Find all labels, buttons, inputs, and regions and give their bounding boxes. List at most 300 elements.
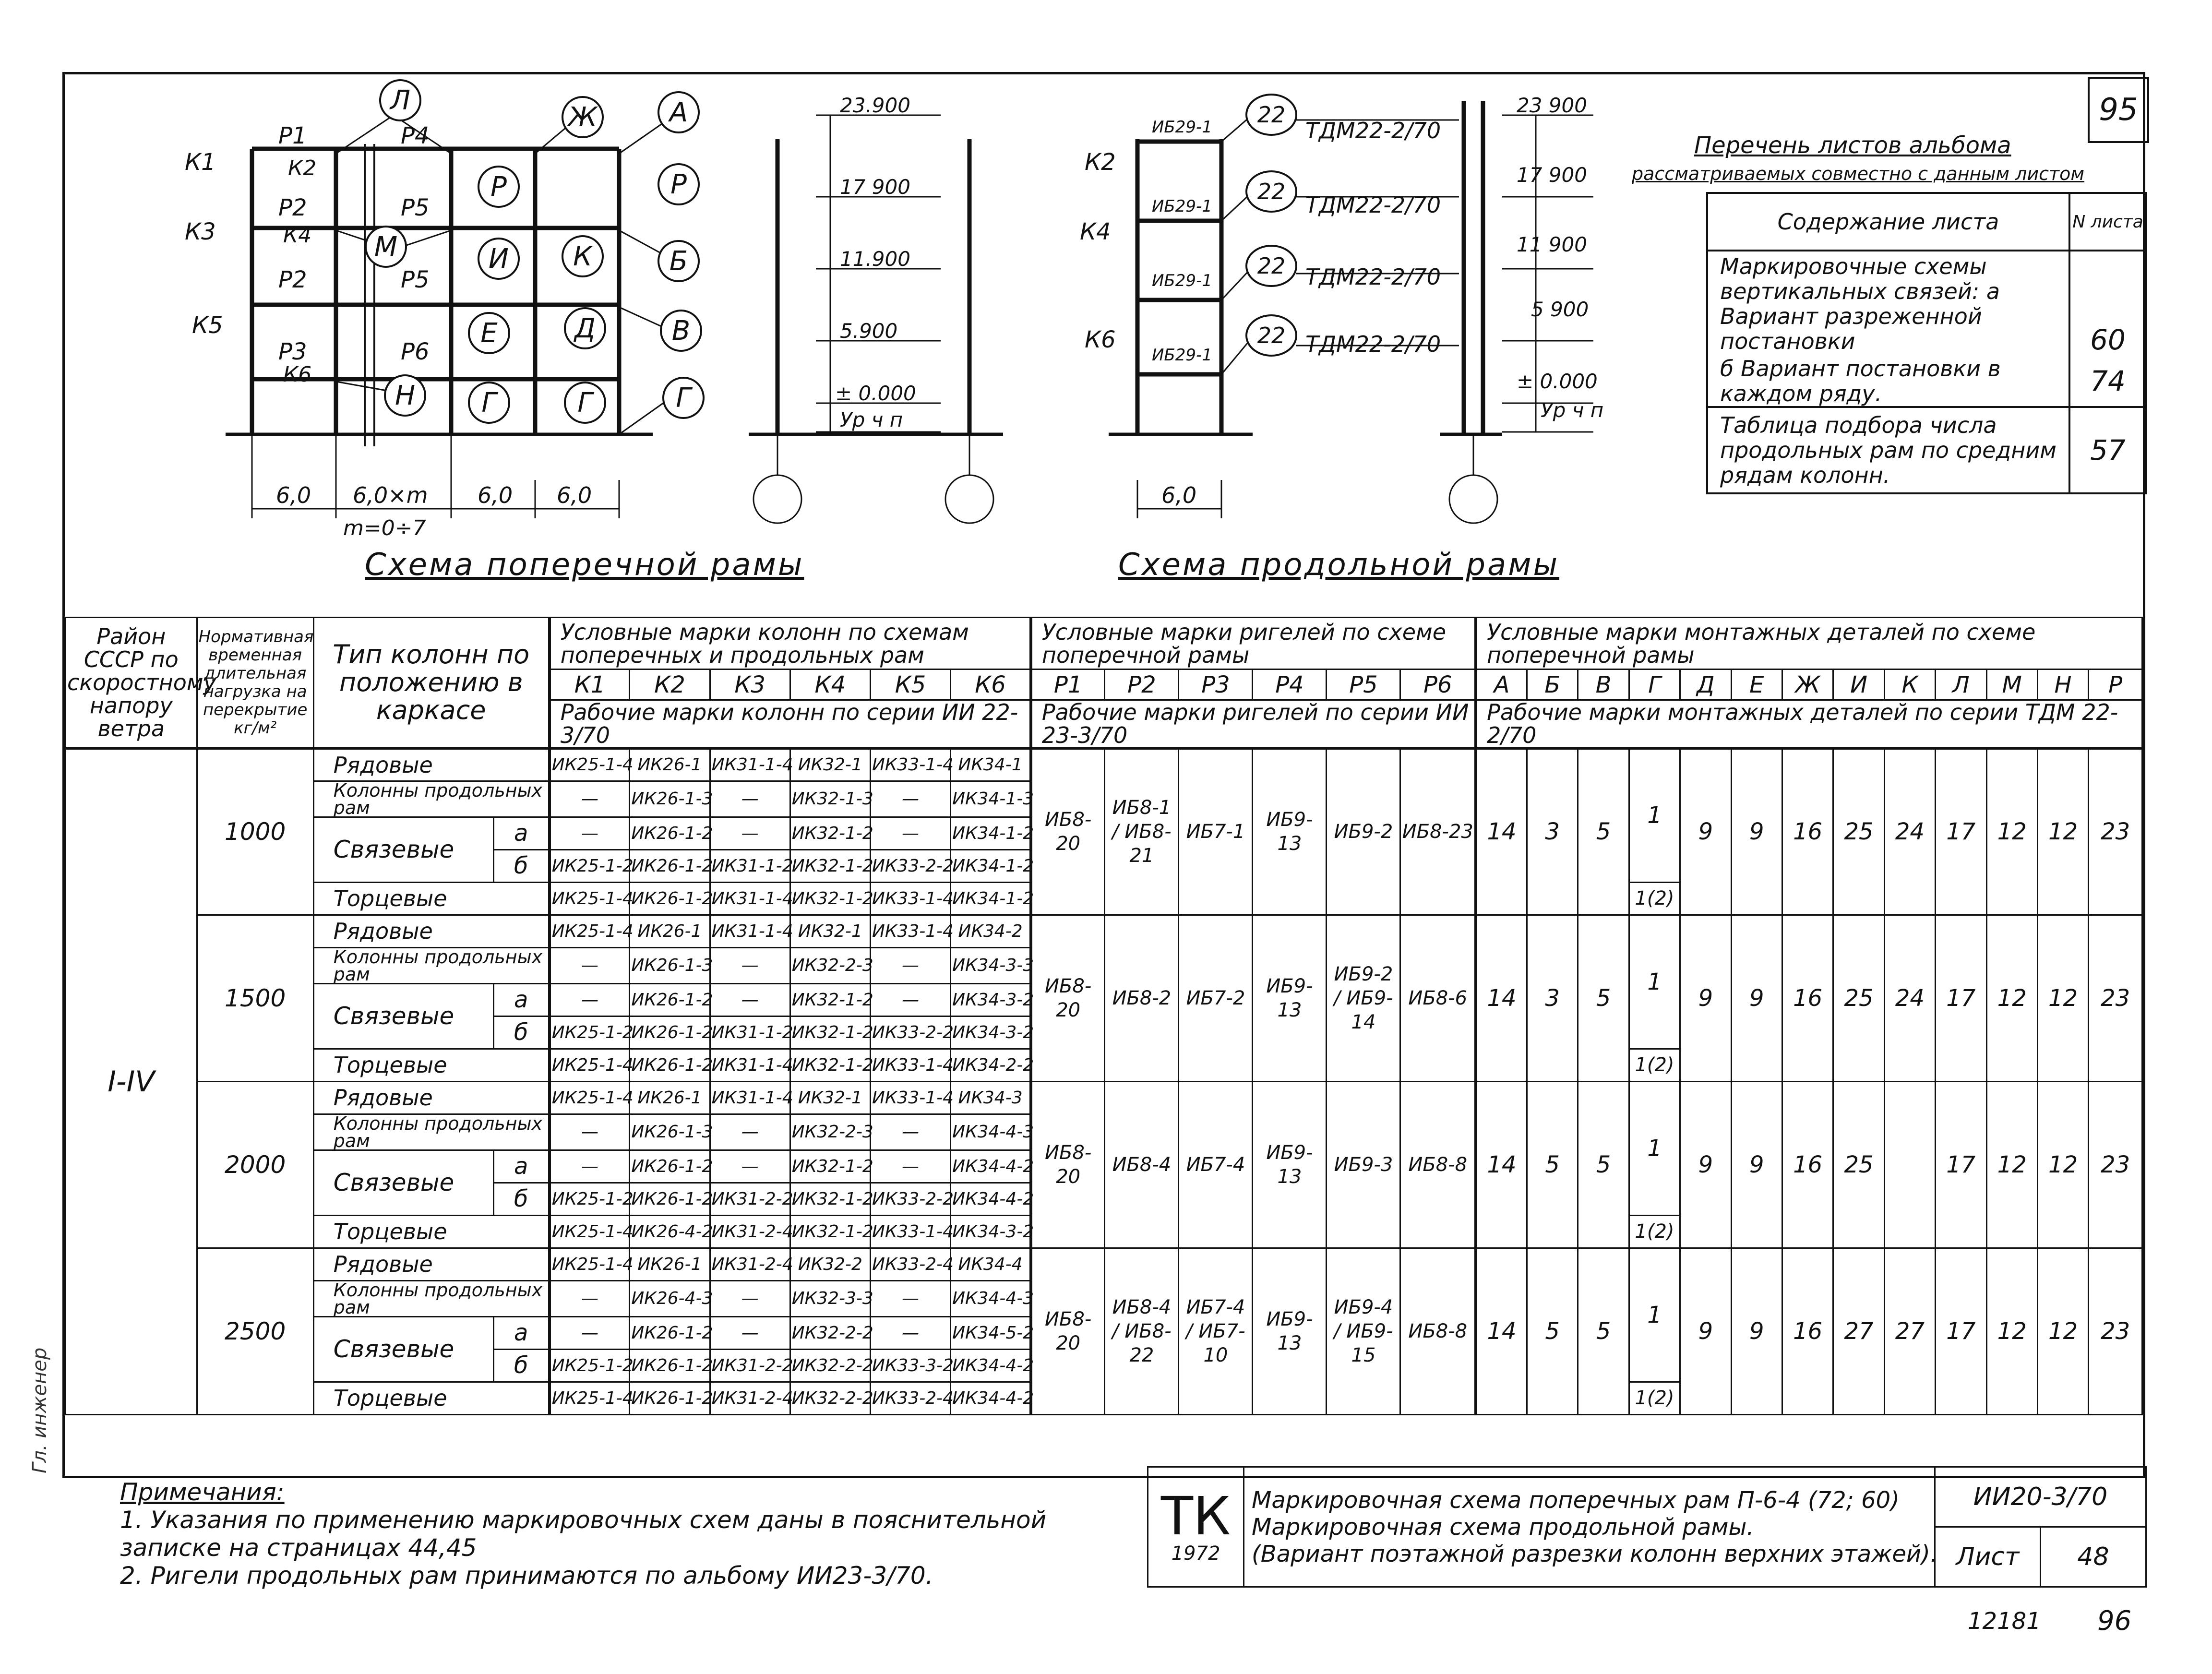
column-mark-header: К6: [951, 670, 1031, 700]
node-letter: А: [658, 91, 700, 133]
column-work-mark: ИК34-4-2: [951, 1349, 1031, 1382]
tie-variant: б: [493, 1349, 550, 1382]
column-work-mark: ИК34-4: [951, 1248, 1031, 1280]
detail-work-mark: 25: [1833, 1081, 1884, 1248]
column-work-mark: ИК33-2-2: [870, 1183, 950, 1215]
detail-work-mark: 9: [1731, 748, 1782, 915]
rigel-label: Р3: [278, 338, 307, 365]
column-work-mark: —: [710, 781, 790, 817]
stamp-series: ИИ20-3/70: [1935, 1467, 2146, 1527]
column-work-mark: ИК31-2-4: [710, 1248, 790, 1280]
column-work-mark: —: [550, 1280, 630, 1316]
detail-work-mark: 14: [1476, 1248, 1527, 1414]
node-letter: Ж: [562, 96, 604, 138]
detail-work-mark: 12: [1986, 748, 2037, 915]
column-work-mark: —: [870, 1150, 950, 1183]
dimension-note: m=0÷7: [343, 516, 426, 540]
load-cell: 2000: [197, 1081, 313, 1248]
column-work-mark: ИК31-1-2: [710, 1016, 790, 1049]
detail-work-mark: 17: [1936, 1248, 1986, 1414]
column-work-mark: ИК32-3-3: [790, 1280, 870, 1316]
column-type: Торцевые: [313, 1382, 549, 1414]
rigel-mark-header: Р6: [1400, 670, 1476, 700]
detail-mark-header: Р: [2089, 670, 2142, 700]
column-work-mark: —: [550, 947, 630, 983]
column-work-mark: ИК25-1-4: [550, 1248, 630, 1280]
level-mark: ± 0.000: [835, 382, 916, 405]
transverse-scheme-title: Схема поперечной рамы: [365, 547, 804, 583]
header-columns-work: Рабочие марки колонн по серии ИИ 22-3/70: [550, 700, 1031, 749]
detail-mark-header: Е: [1731, 670, 1782, 700]
stamp-logo: ТК: [1160, 1485, 1231, 1547]
column-work-mark: —: [710, 817, 790, 849]
dimension: 6,0: [276, 482, 311, 508]
node-letter: И: [478, 238, 520, 280]
column-work-mark: ИК32-1: [790, 1081, 870, 1114]
column-mark-header: К3: [710, 670, 790, 700]
archive-code: 12181: [1968, 1608, 2041, 1635]
column-work-mark: ИК33-2-2: [870, 1016, 950, 1049]
column-work-mark: ИК34-3: [951, 1081, 1031, 1114]
column-work-mark: ИК33-1-4: [870, 1215, 950, 1248]
column-work-mark: —: [870, 983, 950, 1016]
column-work-mark: ИК25-1-4: [550, 1081, 630, 1114]
column-work-mark: ИК33-1-4: [870, 915, 950, 947]
level-mark: 11.900: [840, 247, 910, 271]
column-work-mark: ИК33-2-2: [870, 849, 950, 882]
column-work-mark: ИК32-1-2: [790, 1016, 870, 1049]
detail-work-mark: 24: [1884, 748, 1935, 915]
column-work-mark: —: [710, 1114, 790, 1150]
level-mark: Ур ч п: [1541, 398, 1604, 422]
column-type: Колонны продольных рам: [313, 1114, 549, 1150]
column-work-mark: ИК31-1-2: [710, 849, 790, 882]
column-work-mark: ИК31-2-4: [710, 1215, 790, 1248]
sheet-list-num: 57: [2069, 407, 2146, 493]
column-work-mark: —: [870, 1280, 950, 1316]
detail-work-mark: 5: [1578, 1248, 1629, 1414]
rigel-work-mark: ИБ8-23: [1400, 748, 1476, 915]
column-work-mark: ИК25-1-4: [550, 915, 630, 947]
column-work-mark: ИК32-2-2: [790, 1382, 870, 1414]
rigel-label: Р2: [278, 266, 307, 293]
column-work-mark: ИК34-3-3: [951, 947, 1031, 983]
stamp-sheet-number: 48: [2041, 1527, 2146, 1587]
rigel-work-mark: ИБ9-2: [1327, 748, 1400, 915]
detail-work-mark: 1: [1629, 915, 1680, 1049]
note-item: 2. Ригели продольных рам принимаются по альбому ИИ23-3/70.: [120, 1562, 933, 1590]
header-load: Нормативная временная длительная нагрузка на перекрытие кг/м²: [197, 618, 313, 749]
detail-work-mark: 16: [1782, 915, 1833, 1081]
column-work-mark: ИК34-4-3: [951, 1280, 1031, 1316]
column-work-mark: ИК25-1-4: [550, 1382, 630, 1414]
column-type: Торцевые: [313, 882, 549, 915]
column-work-mark: ИК32-1-2: [790, 817, 870, 849]
column-work-mark: ИК25-1-2: [550, 849, 630, 882]
side-stamp-text: Гл. инженер: [29, 1347, 51, 1473]
detail-mark: ТДМ22-2/70: [1305, 264, 1441, 290]
region-cell: I-IV: [66, 748, 197, 1414]
level-mark: ± 0.000: [1517, 370, 1598, 393]
column-work-mark: —: [550, 983, 630, 1016]
column-work-mark: ИК26-1-2: [630, 1049, 710, 1081]
column-work-mark: ИК32-1-3: [790, 781, 870, 817]
detail-work-mark: 14: [1476, 748, 1527, 915]
column-work-mark: ИК32-2: [790, 1248, 870, 1280]
rigel-work-mark: ИБ8-20: [1031, 1248, 1105, 1414]
marking-table: [65, 617, 2143, 1415]
rigel-label: Р6: [401, 338, 430, 365]
detail-bubble: 22: [1245, 314, 1297, 357]
detail-work-mark-extra: 1(2): [1629, 1049, 1680, 1081]
column-work-mark: ИК26-1: [630, 1248, 710, 1280]
sheet-list-num: 74: [2069, 356, 2146, 407]
rigel-work-mark: ИБ8-20: [1031, 1081, 1105, 1248]
rigel-mark-header: Р5: [1327, 670, 1400, 700]
rigel-work-mark: ИБ9-2 / ИБ9-14: [1327, 915, 1400, 1081]
column-label: К3: [185, 218, 216, 245]
column-type: Торцевые: [313, 1049, 549, 1081]
detail-work-mark-extra: 1(2): [1629, 1382, 1680, 1414]
column-work-mark: —: [870, 817, 950, 849]
tie-variant: б: [493, 1016, 550, 1049]
detail-work-mark: 12: [1986, 1248, 2037, 1414]
column-work-mark: ИК26-1: [630, 748, 710, 781]
detail-work-mark: 27: [1833, 1248, 1884, 1414]
column-type: Рядовые: [313, 1248, 549, 1280]
rigel-work-mark: ИБ9-13: [1253, 1248, 1327, 1414]
node-letter: Р: [478, 166, 520, 208]
header-rigels-work: Рабочие марки ригелей по серии ИИ 23-3/70: [1031, 700, 1476, 749]
detail-work-mark: 23: [2089, 1081, 2142, 1248]
rigel-work-mark: ИБ8-8: [1400, 1081, 1476, 1248]
column-work-mark: ИК26-4-3: [630, 1280, 710, 1316]
column-work-mark: ИК25-1-4: [550, 882, 630, 915]
rigel-work-mark: ИБ8-4: [1105, 1081, 1179, 1248]
stamp-description: [1244, 1467, 1938, 1587]
detail-mark-header: И: [1833, 670, 1884, 700]
column-work-mark: ИК34-3-2: [951, 983, 1031, 1016]
detail-work-mark: 17: [1936, 1081, 1986, 1248]
detail-bubble: 22: [1245, 245, 1297, 287]
load-cell: 2500: [197, 1248, 313, 1414]
column-work-mark: ИК33-1-4: [870, 1081, 950, 1114]
rigel-work-mark: ИБ9-13: [1253, 915, 1327, 1081]
detail-work-mark: 12: [2037, 1081, 2088, 1248]
detail-work-mark: 12: [1986, 1081, 2037, 1248]
column-type: Колонны продольных рам: [313, 1280, 549, 1316]
header-type: Тип колонн по положению в каркасе: [313, 618, 549, 749]
node-letter: Б: [658, 240, 700, 282]
sheet-list-title: Перечень листов альбома: [1694, 132, 2011, 159]
stamp-sheet-label: Лист: [1935, 1527, 2041, 1587]
column-work-mark: ИК26-1-2: [630, 849, 710, 882]
node-letter: Р: [658, 163, 700, 205]
column-work-mark: —: [870, 947, 950, 983]
column-work-mark: ИК32-1-2: [790, 1150, 870, 1183]
column-work-mark: —: [550, 1316, 630, 1349]
detail-work-mark: 5: [1578, 748, 1629, 915]
rigel-label: Р4: [401, 122, 430, 149]
load-cell: 1000: [197, 748, 313, 915]
level-mark: 23.900: [840, 94, 910, 117]
column-work-mark: ИК26-1: [630, 915, 710, 947]
rigel-work-mark: ИБ7-1: [1179, 748, 1253, 915]
column-type: Связевые: [313, 817, 493, 882]
detail-work-mark: 1: [1629, 1081, 1680, 1215]
detail-work-mark-extra: 1(2): [1629, 882, 1680, 915]
column-work-mark: —: [710, 1150, 790, 1183]
detail-mark-header: Г: [1629, 670, 1680, 700]
sheet-list-row: Таблица подбора числа продольных рам по средним рядам колонн.: [1707, 407, 2069, 493]
column-type: Связевые: [313, 983, 493, 1049]
column-work-mark: —: [550, 1150, 630, 1183]
column-type: Колонны продольных рам: [313, 781, 549, 817]
stamp-logo-cell: [1148, 1467, 1244, 1587]
detail-mark-header: Д: [1680, 670, 1731, 700]
column-work-mark: ИК26-1-2: [630, 1316, 710, 1349]
detail-mark-header: В: [1578, 670, 1629, 700]
column-work-mark: ИК34-2-2: [951, 1049, 1031, 1081]
detail-mark-header: А: [1476, 670, 1527, 700]
node-letter: Г: [564, 382, 606, 424]
rigel-mark-header: Р3: [1179, 670, 1253, 700]
beam-label: ИБ29-1: [1152, 118, 1212, 137]
column-work-mark: ИК33-1-4: [870, 748, 950, 781]
notes: [120, 1478, 1080, 1590]
column-work-mark: ИК26-1-2: [630, 1349, 710, 1382]
detail-work-mark: [1884, 1081, 1935, 1248]
column-work-mark: ИК31-1-4: [710, 915, 790, 947]
column-work-mark: ИК34-2: [951, 915, 1031, 947]
rigel-label: Р1: [278, 122, 307, 149]
node-letter: Н: [384, 374, 426, 417]
longitudinal-scheme-title: Схема продольной рамы: [1118, 547, 1560, 583]
detail-mark-header: Б: [1527, 670, 1578, 700]
column-work-mark: ИК34-3-2: [951, 1016, 1031, 1049]
column-type: Торцевые: [313, 1215, 549, 1248]
column-work-mark: ИК25-1-4: [550, 748, 630, 781]
stamp-line: Маркировочная схема продольной рамы.: [1252, 1513, 1754, 1541]
detail-work-mark: 9: [1680, 1248, 1731, 1414]
level-mark: 17 900: [1517, 163, 1587, 187]
column-work-mark: ИК32-1-2: [790, 983, 870, 1016]
column-work-mark: ИК26-1-2: [630, 1183, 710, 1215]
dimension: 6,0: [1161, 482, 1197, 508]
detail-work-mark: 9: [1680, 748, 1731, 915]
rigel-work-mark: ИБ8-8: [1400, 1248, 1476, 1414]
node-letter: Г: [662, 377, 705, 419]
header-details-work: Рабочие марки монтажных деталей по серии ТДМ 22-2/70: [1476, 700, 2142, 749]
detail-mark: ТДМ22-2/70: [1305, 192, 1441, 218]
detail-work-mark: 5: [1578, 1081, 1629, 1248]
detail-work-mark: 5: [1527, 1248, 1578, 1414]
sheet-list-subtitle: рассматриваемых совместно с данным листом: [1632, 163, 2085, 184]
stamp-line: Маркировочная схема поперечных рам П-6-4 (72; 60): [1252, 1486, 1900, 1514]
rigel-mark-header: Р4: [1253, 670, 1327, 700]
column-work-mark: ИК32-2-2: [790, 1349, 870, 1382]
column-label: К2: [1085, 149, 1116, 176]
tie-variant: а: [493, 983, 550, 1016]
column-work-mark: ИК25-1-2: [550, 1016, 630, 1049]
column-mark-header: К1: [550, 670, 630, 700]
level-mark: 11 900: [1517, 233, 1587, 256]
column-work-mark: ИК26-1-2: [630, 1382, 710, 1414]
column-work-mark: ИК26-1-2: [630, 882, 710, 915]
level-mark: 23 900: [1517, 94, 1587, 117]
column-work-mark: ИК31-1-4: [710, 1081, 790, 1114]
column-work-mark: —: [870, 1316, 950, 1349]
column-work-mark: ИК34-1-2: [951, 849, 1031, 882]
header-region: Район СССР по скоростному напору ветра: [66, 618, 197, 749]
level-mark: Ур ч п: [840, 408, 903, 431]
tie-variant: а: [493, 1316, 550, 1349]
rigel-work-mark: ИБ7-4: [1179, 1081, 1253, 1248]
column-label: К2: [288, 156, 317, 180]
column-work-mark: ИК34-1: [951, 748, 1031, 781]
detail-mark-header: К: [1884, 670, 1935, 700]
rigel-work-mark: ИБ9-3: [1327, 1081, 1400, 1248]
detail-work-mark: 16: [1782, 1081, 1833, 1248]
column-label: К4: [283, 223, 312, 248]
node-letter: Е: [468, 312, 510, 354]
column-work-mark: ИК33-2-4: [870, 1248, 950, 1280]
node-letter: В: [660, 310, 702, 352]
rigel-work-mark: ИБ8-20: [1031, 748, 1105, 915]
column-work-mark: ИК34-4-3: [951, 1114, 1031, 1150]
detail-work-mark: 23: [2089, 915, 2142, 1081]
column-work-mark: ИК34-4-2: [951, 1183, 1031, 1215]
column-work-mark: —: [710, 947, 790, 983]
sheet-list-num: 60: [2069, 251, 2146, 356]
detail-bubble: 22: [1245, 170, 1297, 213]
beam-label: ИБ29-1: [1152, 271, 1212, 290]
column-work-mark: ИК32-1: [790, 915, 870, 947]
column-work-mark: ИК33-1-4: [870, 882, 950, 915]
detail-work-mark: 16: [1782, 748, 1833, 915]
detail-work-mark: 23: [2089, 1248, 2142, 1414]
detail-mark-header: М: [1986, 670, 2037, 700]
column-work-mark: ИК31-1-4: [710, 1049, 790, 1081]
column-work-mark: ИК34-1-2: [951, 817, 1031, 849]
detail-work-mark: 12: [2037, 1248, 2088, 1414]
column-work-mark: ИК32-2-3: [790, 1114, 870, 1150]
column-work-mark: —: [710, 983, 790, 1016]
detail-mark: ТДМ22-2/70: [1305, 331, 1441, 357]
tie-variant: б: [493, 1183, 550, 1215]
detail-work-mark: 3: [1527, 915, 1578, 1081]
column-mark-header: К5: [870, 670, 950, 700]
detail-work-mark: 9: [1731, 1248, 1782, 1414]
stamp-year: 1972: [1171, 1542, 1220, 1565]
sheet-list-row: Маркировочные схемы вертикальных связей: а Вариант разреженной постановки: [1707, 251, 2069, 356]
rigel-mark-header: Р2: [1105, 670, 1179, 700]
column-work-mark: ИК32-1-2: [790, 849, 870, 882]
detail-mark-header: Л: [1936, 670, 1986, 700]
header-columns: Условные марки колонн по схемам поперечных и продольных рам: [550, 618, 1031, 670]
column-work-mark: —: [710, 1316, 790, 1349]
column-work-mark: ИК34-4-2: [951, 1382, 1031, 1414]
column-work-mark: —: [870, 781, 950, 817]
column-work-mark: ИК32-2-2: [790, 1316, 870, 1349]
rigel-work-mark: ИБ8-4 / ИБ8-22: [1105, 1248, 1179, 1414]
column-work-mark: ИК26-1-3: [630, 781, 710, 817]
detail-work-mark: 17: [1936, 915, 1986, 1081]
note-item: 1. Указания по применению маркировочных схем даны в пояснительной записке на страницах 44,45: [120, 1506, 1047, 1562]
column-work-mark: ИК25-1-2: [550, 1349, 630, 1382]
stamp-line: (Вариант поэтажной разрезки колонн верхних этажей).: [1252, 1540, 1938, 1567]
column-work-mark: —: [710, 1280, 790, 1316]
rigel-work-mark: ИБ8-6: [1400, 915, 1476, 1081]
detail-work-mark: 25: [1833, 748, 1884, 915]
sheet-list-col-num: N листа: [2069, 193, 2146, 251]
node-letter: К: [562, 235, 604, 277]
dimension: 6,0: [478, 482, 513, 508]
detail-work-mark: 9: [1731, 915, 1782, 1081]
column-work-mark: ИК34-5-2: [951, 1316, 1031, 1349]
rigel-work-mark: ИБ9-13: [1253, 748, 1327, 915]
rigel-work-mark: ИБ8-2: [1105, 915, 1179, 1081]
column-work-mark: ИК26-1-3: [630, 1114, 710, 1150]
dimension: 6,0×m: [353, 482, 428, 508]
node-letter: Л: [379, 79, 421, 121]
column-work-mark: ИК26-1-2: [630, 983, 710, 1016]
detail-work-mark: 27: [1884, 1248, 1935, 1414]
column-work-mark: ИК31-2-2: [710, 1183, 790, 1215]
column-work-mark: —: [550, 817, 630, 849]
column-work-mark: ИК34-3-2: [951, 1215, 1031, 1248]
node-letter: М: [365, 226, 407, 268]
detail-work-mark: 12: [2037, 915, 2088, 1081]
notes-title: Примечания:: [120, 1478, 285, 1506]
column-work-mark: ИК34-1-3: [951, 781, 1031, 817]
column-label: К4: [1080, 218, 1111, 245]
rigel-work-mark: ИБ7-2: [1179, 915, 1253, 1081]
column-work-mark: ИК26-1-2: [630, 817, 710, 849]
node-letter: Д: [564, 307, 606, 349]
rigel-work-mark: ИБ9-4 / ИБ9-15: [1327, 1248, 1400, 1414]
detail-mark: ТДМ22-2/70: [1305, 118, 1441, 143]
column-work-mark: ИК26-1-2: [630, 1016, 710, 1049]
column-type: Рядовые: [313, 748, 549, 781]
rigel-mark-header: Р1: [1031, 670, 1105, 700]
column-work-mark: ИК34-1-2: [951, 882, 1031, 915]
tie-variant: б: [493, 849, 550, 882]
detail-work-mark-extra: 1(2): [1629, 1215, 1680, 1248]
tie-variant: а: [493, 1150, 550, 1183]
column-work-mark: ИК25-1-4: [550, 1049, 630, 1081]
detail-work-mark: 9: [1731, 1081, 1782, 1248]
header-details: Условные марки монтажных деталей по схеме поперечной рамы: [1476, 618, 2142, 670]
dimension: 6,0: [557, 482, 592, 508]
column-work-mark: ИК26-1-2: [630, 1150, 710, 1183]
detail-work-mark: 9: [1680, 915, 1731, 1081]
column-mark-header: К2: [630, 670, 710, 700]
level-mark: 5.900: [840, 319, 898, 343]
column-work-mark: ИК26-1-3: [630, 947, 710, 983]
column-work-mark: ИК32-2-3: [790, 947, 870, 983]
rigel-label: Р5: [401, 266, 430, 293]
rigel-label: Р5: [401, 194, 430, 221]
rigel-work-mark: ИБ7-4 / ИБ7-10: [1179, 1248, 1253, 1414]
detail-work-mark: 16: [1782, 1248, 1833, 1414]
sheet-list-col-content: Содержание листа: [1707, 193, 2069, 251]
column-work-mark: ИК32-1-2: [790, 1215, 870, 1248]
detail-work-mark: 5: [1578, 915, 1629, 1081]
page-number: 95: [2088, 77, 2149, 143]
detail-work-mark: 14: [1476, 915, 1527, 1081]
column-label: К5: [192, 312, 223, 339]
